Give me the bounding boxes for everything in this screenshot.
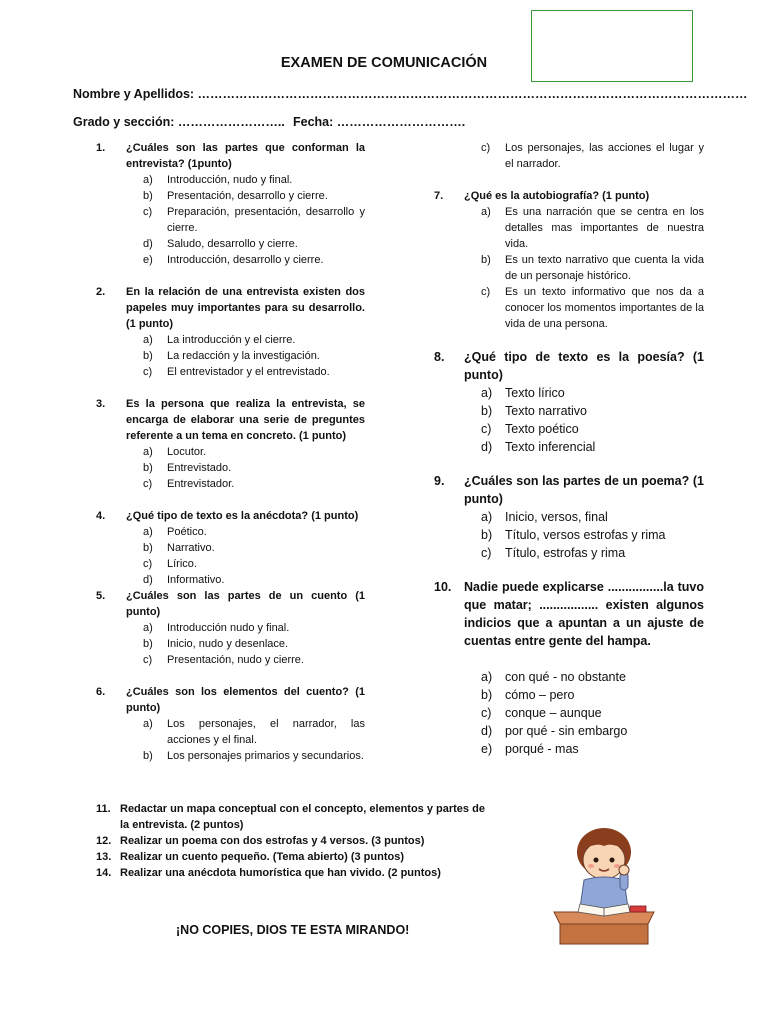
- answer-option: [143, 364, 365, 380]
- question-number: 7.: [434, 190, 444, 202]
- answer-option: [481, 722, 704, 740]
- option-letter: d): [481, 724, 493, 738]
- answer-option: [143, 252, 365, 268]
- answer-option: [481, 526, 704, 544]
- question-number: 9.: [434, 474, 445, 488]
- question-prompt: [96, 508, 365, 524]
- answer-option: [143, 652, 365, 668]
- question-text: Nadie puede explicarse ................la tuvo que matar; ................. existen algunos indicios que a apuntan a un ajuste de cuentas entre gente del hampa.: [464, 580, 704, 648]
- option-text: Título, versos estrofas y rima: [505, 528, 666, 542]
- option-text: por qué - sin embargo: [505, 724, 628, 738]
- option-letter: c): [481, 142, 491, 154]
- question-prompt: [96, 396, 365, 444]
- option-text: Título, estrofas y rima: [505, 546, 626, 560]
- option-text: Saludo, desarrollo y cierre.: [167, 238, 298, 250]
- answer-option: [481, 508, 704, 526]
- spacer: [96, 764, 365, 780]
- exam-title: EXAMEN DE COMUNICACIÓN: [280, 55, 488, 71]
- student-at-desk-illustration: [550, 820, 658, 948]
- question-number: 2.: [96, 286, 106, 298]
- option-text: Texto lírico: [505, 386, 565, 400]
- name-field: Nombre y Apellidos: ……………………………………………………………………………………………………………………: [73, 87, 748, 101]
- answer-options: [434, 508, 704, 562]
- option-text: Lírico.: [167, 558, 197, 570]
- question-text: Es la persona que realiza la entrevista, se encarga de elaborar una serie de preguntes referente a un tema en concreto. (1 punto): [126, 398, 365, 442]
- option-text: Entrevistado.: [167, 462, 232, 474]
- task-text: Redactar un mapa conceptual con el concepto, elementos y partes de la entrevista. (2 puntos): [120, 803, 485, 831]
- question-text: ¿Qué tipo de texto es la poesía? (1 punto): [464, 350, 704, 382]
- answer-option: [143, 476, 365, 492]
- task-item: [96, 801, 496, 833]
- spacer: [96, 668, 365, 684]
- task-item: [96, 865, 496, 881]
- answer-option: [143, 348, 365, 364]
- option-letter: a): [143, 526, 153, 538]
- answer-options: [96, 444, 365, 492]
- option-letter: b): [143, 190, 153, 202]
- question-text: ¿Qué tipo de texto es la anécdota? (1 punto): [126, 510, 359, 522]
- answer-option: [143, 524, 365, 540]
- option-text: Texto inferencial: [505, 440, 596, 454]
- question-block: [434, 472, 704, 562]
- option-letter: a): [481, 206, 491, 218]
- answer-option: [481, 544, 704, 562]
- option-text: Presentación, desarrollo y cierre.: [167, 190, 328, 202]
- option-text: Preparación, presentación, desarrollo y cierre.: [167, 206, 365, 234]
- option-letter: b): [143, 638, 153, 650]
- option-letter: d): [143, 238, 153, 250]
- option-text: El entrevistador y el entrevistado.: [167, 366, 330, 378]
- option-text: Texto narrativo: [505, 404, 587, 418]
- option-letter: c): [481, 546, 492, 560]
- option-letter: a): [481, 386, 493, 400]
- task-text: Realizar una anécdota humorística que han vivido. (2 puntos): [120, 867, 441, 879]
- answer-option: [143, 540, 365, 556]
- option-text: Los personajes, las acciones el lugar y el narrador.: [505, 142, 704, 170]
- answer-option: [143, 460, 365, 476]
- footer-warning: ¡NO COPIES, DIOS TE ESTA MIRANDO!: [176, 923, 410, 937]
- question-text: ¿Qué es la autobiografía? (1 punto): [464, 190, 650, 202]
- answer-option: [481, 402, 704, 420]
- task-number: 12.: [96, 835, 112, 847]
- left-column: [96, 140, 365, 780]
- option-text: La introducción y el cierre.: [167, 334, 296, 346]
- question-number: 10.: [434, 580, 452, 594]
- question-block: [434, 578, 704, 758]
- question-number: 3.: [96, 398, 106, 410]
- task-item: [96, 849, 496, 865]
- option-letter: b): [143, 350, 153, 362]
- question-block: [434, 188, 704, 332]
- answer-options: [96, 524, 365, 588]
- option-text: Los personajes primarios y secundarios.: [167, 750, 364, 762]
- question-prompt: [434, 348, 704, 384]
- question-block: [96, 396, 365, 492]
- answer-option: [481, 438, 704, 456]
- option-letter: b): [481, 254, 491, 266]
- option-letter: e): [481, 742, 493, 756]
- option-letter: c): [143, 558, 153, 570]
- option-text: con qué - no obstante: [505, 670, 626, 684]
- answer-options: [434, 204, 704, 332]
- option-letter: b): [481, 688, 493, 702]
- answer-option: [143, 620, 365, 636]
- answer-options: [96, 620, 365, 668]
- question-block: [434, 140, 704, 172]
- answer-option: [481, 140, 704, 172]
- option-text: Inicio, versos, final: [505, 510, 608, 524]
- task-number: 11.: [96, 803, 111, 815]
- answer-option: [481, 740, 704, 758]
- answer-option: [481, 668, 704, 686]
- question-text: ¿Cuáles son los elementos del cuento? (1 punto): [126, 686, 365, 714]
- option-text: cómo – pero: [505, 688, 575, 702]
- option-text: Poético.: [167, 526, 207, 538]
- option-letter: b): [143, 462, 153, 474]
- answer-option: [143, 636, 365, 652]
- right-column: [434, 140, 704, 774]
- spacer: [96, 380, 365, 396]
- option-text: Introducción, nudo y final.: [167, 174, 293, 186]
- option-text: Es una narración que se centra en los detalles mas importantes de nuestra vida.: [505, 206, 704, 250]
- date-field: Fecha: ………………………….: [293, 115, 466, 129]
- option-letter: c): [143, 478, 153, 490]
- answer-option: [143, 748, 365, 764]
- option-letter: a): [143, 446, 153, 458]
- option-letter: c): [481, 286, 491, 298]
- answer-options: [96, 172, 365, 268]
- question-number: 6.: [96, 686, 106, 698]
- question-block: [96, 284, 365, 380]
- option-text: Los personajes, el narrador, las acciones y el final.: [167, 718, 365, 746]
- question-block: [96, 588, 365, 668]
- option-letter: b): [481, 528, 493, 542]
- option-text: Presentación, nudo y cierre.: [167, 654, 304, 666]
- option-letter: a): [481, 510, 493, 524]
- question-block: [96, 684, 365, 764]
- spacer: [434, 456, 704, 472]
- question-text: En la relación de una entrevista existen dos papeles muy importantes para su desarrollo. (1 punto): [126, 286, 365, 330]
- question-prompt: [434, 188, 704, 204]
- answer-options: [96, 716, 365, 764]
- spacer: [434, 172, 704, 188]
- answer-option: [481, 252, 704, 284]
- question-prompt: [96, 588, 365, 620]
- answer-option: [143, 332, 365, 348]
- answer-option: [481, 204, 704, 252]
- answer-option: [481, 384, 704, 402]
- answer-options: [434, 668, 704, 758]
- answer-option: [481, 284, 704, 332]
- answer-option: [143, 716, 365, 748]
- spacer: [434, 562, 704, 578]
- task-text: Realizar un poema con dos estrofas y 4 versos. (3 puntos): [120, 835, 425, 847]
- option-text: Narrativo.: [167, 542, 215, 554]
- option-text: La redacción y la investigación.: [167, 350, 320, 362]
- answer-options: [434, 384, 704, 456]
- option-letter: c): [481, 422, 492, 436]
- answer-options: [434, 140, 704, 172]
- option-text: conque – aunque: [505, 706, 602, 720]
- spacer: [434, 758, 704, 774]
- question-text: ¿Cuáles son las partes de un cuento (1 punto): [126, 590, 365, 618]
- answer-option: [481, 420, 704, 438]
- answer-option: [143, 204, 365, 236]
- answer-options: [96, 332, 365, 380]
- answer-option: [143, 236, 365, 252]
- question-text: ¿Cuáles son las partes de un poema? (1 punto): [464, 474, 704, 506]
- answer-option: [143, 444, 365, 460]
- option-letter: b): [143, 542, 153, 554]
- option-letter: e): [143, 254, 153, 266]
- answer-option: [481, 704, 704, 722]
- option-text: Informativo.: [167, 574, 225, 586]
- option-text: Locutor.: [167, 446, 207, 458]
- question-number: 8.: [434, 350, 445, 364]
- answer-option: [481, 686, 704, 704]
- option-text: Es un texto narrativo que cuenta la vida de un personaje histórico.: [505, 254, 704, 282]
- task-number: 13.: [96, 851, 112, 863]
- option-letter: a): [481, 670, 493, 684]
- option-letter: a): [143, 718, 153, 730]
- spacer: [96, 492, 365, 508]
- option-text: Inicio, nudo y desenlace.: [167, 638, 289, 650]
- option-text: Texto poético: [505, 422, 579, 436]
- option-letter: b): [143, 750, 153, 762]
- question-number: 4.: [96, 510, 106, 522]
- question-prompt: [434, 578, 704, 650]
- spacer: [434, 332, 704, 348]
- option-text: Es un texto informativo que nos da a conocer los momentos importantes de la vida de una persona.: [505, 286, 704, 330]
- grade-field: Grado y sección: ……………………..: [73, 115, 285, 129]
- option-text: porqué - mas: [505, 742, 579, 756]
- question-text: ¿Cuáles son las partes que conforman la entrevista? (1punto): [126, 142, 365, 170]
- option-letter: c): [143, 654, 153, 666]
- answer-option: [143, 556, 365, 572]
- answer-option: [143, 188, 365, 204]
- question-prompt: [434, 472, 704, 508]
- answer-option: [143, 572, 365, 588]
- option-text: Introducción, desarrollo y cierre.: [167, 254, 324, 266]
- option-letter: c): [143, 366, 153, 378]
- task-number: 14.: [96, 867, 112, 879]
- answer-option: [143, 172, 365, 188]
- option-letter: a): [143, 174, 153, 186]
- task-list: [96, 801, 496, 881]
- question-prompt: [96, 684, 365, 716]
- option-letter: b): [481, 404, 493, 418]
- spacer: [96, 268, 365, 284]
- grade-box: [531, 10, 693, 82]
- option-letter: a): [143, 334, 153, 346]
- question-number: 5.: [96, 590, 106, 602]
- question-block: [434, 348, 704, 456]
- option-letter: c): [143, 206, 153, 218]
- question-block: [96, 140, 365, 268]
- question-prompt: [96, 284, 365, 332]
- option-text: Entrevistador.: [167, 478, 235, 490]
- option-letter: d): [481, 440, 493, 454]
- option-letter: a): [143, 622, 153, 634]
- option-letter: d): [143, 574, 153, 586]
- option-letter: c): [481, 706, 492, 720]
- option-text: Introducción nudo y final.: [167, 622, 290, 634]
- task-item: [96, 833, 496, 849]
- question-block: [96, 508, 365, 588]
- question-prompt: [96, 140, 365, 172]
- question-number: 1.: [96, 142, 106, 154]
- task-text: Realizar un cuento pequeño. (Tema abierto) (3 puntos): [120, 851, 404, 863]
